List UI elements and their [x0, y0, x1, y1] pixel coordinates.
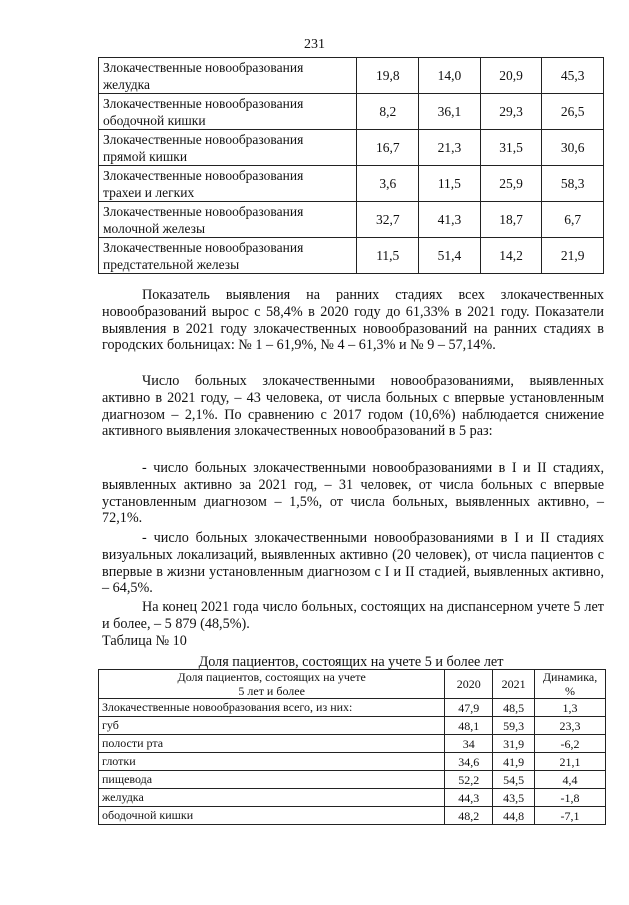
cell-dynamics: 1,3 [535, 699, 606, 717]
paragraph-dispensary: На конец 2021 года число больных, состоящих на диспансерном учете 5 лет и более, – 5 879 (48,5%). [102, 599, 604, 632]
table-row [99, 735, 606, 753]
cell-value: 11,5 [357, 238, 419, 274]
cell-value: 41,3 [419, 202, 481, 238]
header-2021: 2021 [493, 670, 535, 699]
cell-value: 29,3 [480, 94, 542, 130]
cell-value: 16,7 [357, 130, 419, 166]
cell-dynamics: -6,2 [535, 735, 606, 753]
cell-2020: 34 [445, 735, 493, 753]
cell-value: 31,5 [480, 130, 542, 166]
cell-value: 45,3 [542, 58, 604, 94]
cell-value: 21,9 [542, 238, 604, 274]
row-label [99, 58, 357, 94]
row-label-line1: Злокачественные новообразования [103, 167, 304, 183]
cell-value: 32,7 [357, 202, 419, 238]
row-label-line1: Злокачественные новообразования [103, 95, 304, 111]
row-label [99, 94, 357, 130]
cell-dynamics: 21,1 [535, 753, 606, 771]
row-label-line1: Злокачественные новообразования [103, 59, 304, 75]
table-row [99, 202, 604, 238]
cell-value: 6,7 [542, 202, 604, 238]
paragraph-early-detection: Показатель выявления на ранних стадиях всех злокачественных новообразований вырос с 58,4% в 2020 году до 61,33% в 2021 году. Показатели выявления в 2021 году злокачественных новообразований на ранних стадиях в городских больницах: № 1 – 61,9%, № 4 – 61,3% и № 9 – 57,14%. [102, 287, 604, 354]
table-row [99, 130, 604, 166]
row-label: ободочной кишки [99, 807, 445, 825]
cell-value: 14,0 [419, 58, 481, 94]
cell-2020: 48,2 [445, 807, 493, 825]
cell-2020: 52,2 [445, 771, 493, 789]
row-label-line2: ободочной кишки [103, 112, 206, 128]
row-label: желудка [99, 789, 445, 807]
row-label-line1: Злокачественные новообразования [103, 203, 304, 219]
table-row [99, 699, 606, 717]
table-row [99, 94, 604, 130]
cell-2020: 44,3 [445, 789, 493, 807]
row-label: губ [99, 717, 445, 735]
table-row [99, 771, 606, 789]
cancer-stage-table [98, 57, 604, 274]
header-share [99, 670, 445, 699]
table-row [99, 789, 606, 807]
row-label [99, 238, 357, 274]
row-label-line2: молочной железы [103, 220, 206, 236]
row-label [99, 166, 357, 202]
table-header-row [99, 670, 606, 699]
header-dynamics [535, 670, 606, 699]
cell-value: 51,4 [419, 238, 481, 274]
cell-value: 36,1 [419, 94, 481, 130]
cell-value: 58,3 [542, 166, 604, 202]
table-title: Доля пациентов, состоящих на учете 5 и более лет [198, 654, 504, 670]
cell-2020: 34,6 [445, 753, 493, 771]
header-share-line2: 5 лет и более [238, 684, 305, 698]
header-dynamics-line1: Динамика, [542, 670, 598, 684]
cell-value: 8,2 [357, 94, 419, 130]
row-label [99, 130, 357, 166]
page-number: 231 [304, 37, 325, 52]
table-row [99, 807, 606, 825]
cell-value: 30,6 [542, 130, 604, 166]
cell-dynamics: -7,1 [535, 807, 606, 825]
row-label-line2: прямой кишки [103, 148, 188, 164]
row-label-line2: предстательной железы [103, 256, 240, 272]
row-label: глотки [99, 753, 445, 771]
cell-value: 18,7 [480, 202, 542, 238]
paragraph-active-detection: Число больных злокачественными новообразованиями, выявленных активно в 2021 году, – 43 человека, от числа больных с впервые установленным диагнозом – 2,1%. По сравнению с 2017 годом (10,6%) наблюдается снижение активного выявления злокачественных новообразований в 5 раз: [102, 373, 604, 440]
cell-2020: 48,1 [445, 717, 493, 735]
cell-2021: 48,5 [493, 699, 535, 717]
cell-2021: 43,5 [493, 789, 535, 807]
row-label: Злокачественные новообразования всего, из них: [99, 699, 445, 717]
cell-dynamics: 23,3 [535, 717, 606, 735]
table-row [99, 58, 604, 94]
cell-value: 11,5 [419, 166, 481, 202]
row-label: полости рта [99, 735, 445, 753]
table-row [99, 753, 606, 771]
row-label-line1: Злокачественные новообразования [103, 131, 304, 147]
row-label-line2: трахеи и легких [103, 184, 195, 200]
five-year-patients-table [98, 669, 606, 825]
row-label-line2: желудка [103, 76, 150, 92]
cell-value: 20,9 [480, 58, 542, 94]
cell-value: 19,8 [357, 58, 419, 94]
header-2020: 2020 [445, 670, 493, 699]
cell-value: 14,2 [480, 238, 542, 274]
row-label-line1: Злокачественные новообразования [103, 239, 304, 255]
cell-2021: 44,8 [493, 807, 535, 825]
header-dynamics-line2: % [565, 684, 576, 698]
cell-2021: 54,5 [493, 771, 535, 789]
cell-value: 3,6 [357, 166, 419, 202]
cell-dynamics: -1,8 [535, 789, 606, 807]
cell-2021: 31,9 [493, 735, 535, 753]
row-label: пищевода [99, 771, 445, 789]
table-caption: Таблица № 10 [102, 633, 187, 649]
table-row [99, 717, 606, 735]
paragraph-stage-1-2: - число больных злокачественными новообразованиями в I и II стадиях, выявленных активно за 2021 год, – 31 человек, от числа больных с впервые установленным диагнозом – 1,5%, от числа больных, выявленных активно, – 72,1%. [102, 460, 604, 527]
cell-2021: 41,9 [493, 753, 535, 771]
row-label [99, 202, 357, 238]
table-row [99, 166, 604, 202]
cell-value: 26,5 [542, 94, 604, 130]
table-row [99, 238, 604, 274]
cell-2021: 59,3 [493, 717, 535, 735]
header-share-line1: Доля пациентов, состоящих на учете [177, 670, 366, 684]
cell-2020: 47,9 [445, 699, 493, 717]
paragraph-visual-localizations: - число больных злокачественными новообразованиями в I и II стадиях визуальных локализаций, выявленных активно (20 человек), от числа пациентов с впервые в жизни установленным диагнозом с I и II стадией, выявленных активно, – 64,5%. [102, 530, 604, 597]
cell-value: 25,9 [480, 166, 542, 202]
cell-value: 21,3 [419, 130, 481, 166]
cell-dynamics: 4,4 [535, 771, 606, 789]
